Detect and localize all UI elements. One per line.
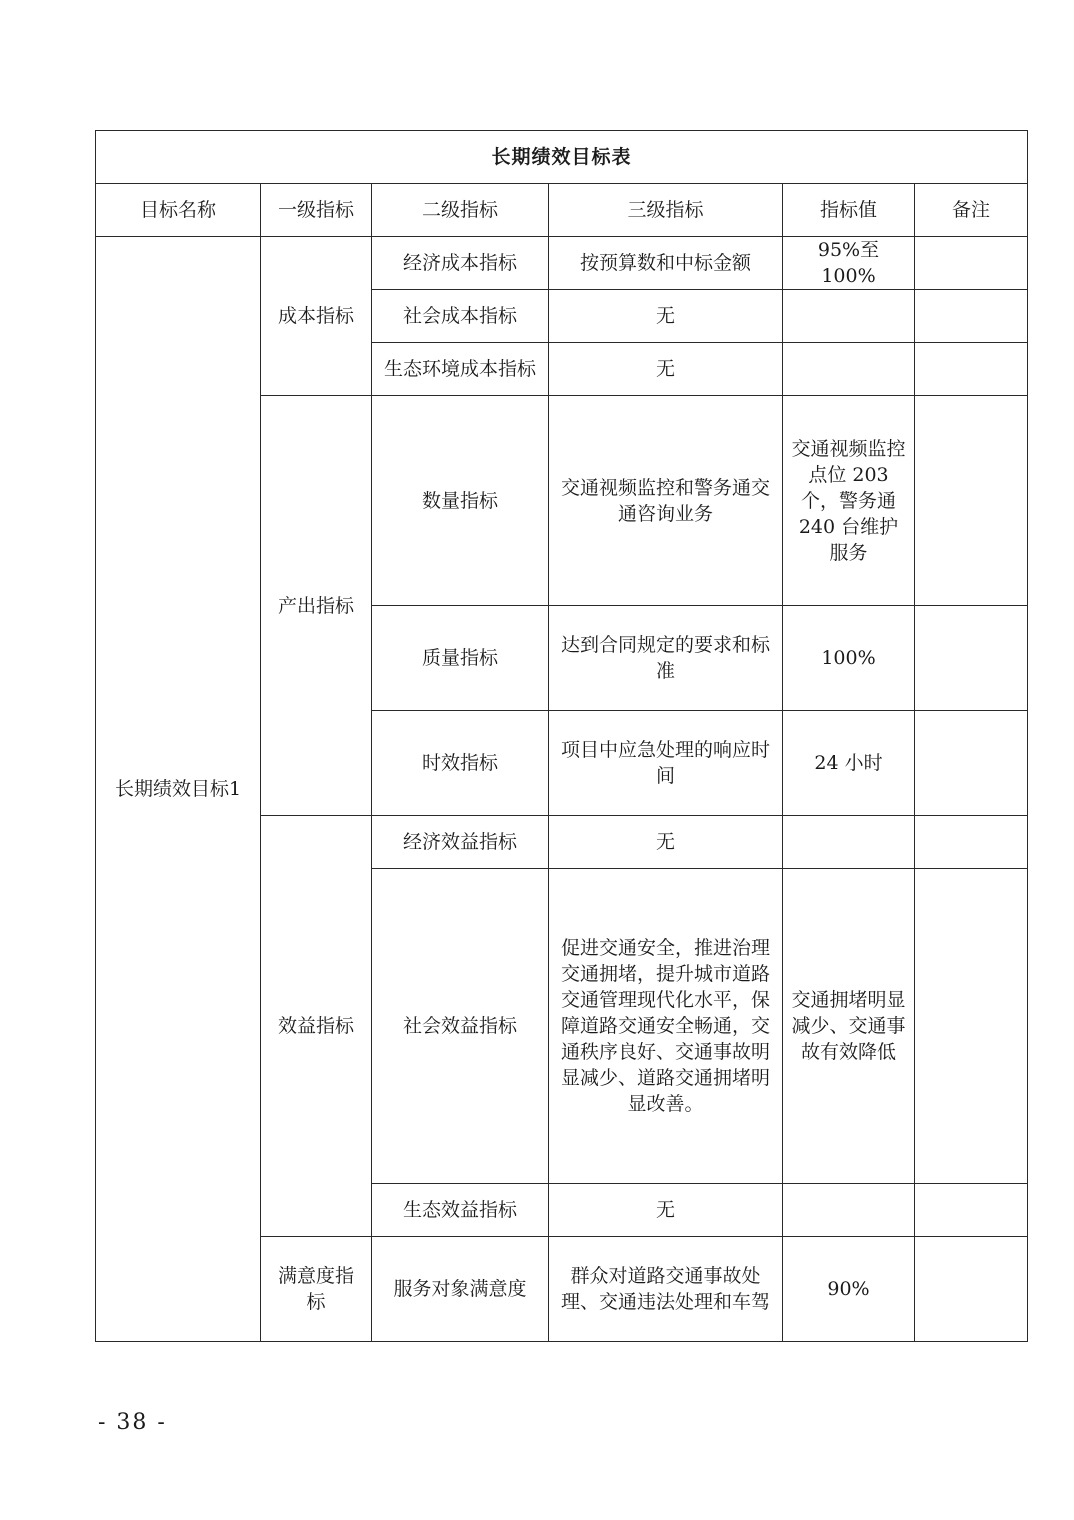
value-cell (783, 343, 915, 396)
level2-cell: 时效指标 (372, 711, 549, 816)
level3-cell: 促进交通安全，推进治理交通拥堵，提升城市道路交通管理现代化水平，保障道路交通安全畅通，交通秩序良好、交通事故明显减少、道路交通拥堵明显改善。 (549, 869, 783, 1184)
value-cell (783, 816, 915, 869)
header-level1: 一级指标 (261, 184, 372, 237)
table-title: 长期绩效目标表 (96, 131, 1028, 184)
note-cell (915, 237, 1028, 290)
header-note: 备注 (915, 184, 1028, 237)
page-number: - 38 - (98, 1410, 167, 1435)
note-cell (915, 1184, 1028, 1237)
level2-cell: 生态环境成本指标 (372, 343, 549, 396)
value-cell: 100% (783, 606, 915, 711)
value-cell: 90% (783, 1237, 915, 1342)
note-cell (915, 869, 1028, 1184)
level2-cell: 经济成本指标 (372, 237, 549, 290)
group-satisfaction: 满意度指标 (261, 1237, 372, 1342)
level2-cell: 数量指标 (372, 396, 549, 606)
level2-cell: 社会成本指标 (372, 290, 549, 343)
long-term-performance-table (95, 130, 1028, 1342)
header-level3: 三级指标 (549, 184, 783, 237)
value-cell (783, 1184, 915, 1237)
note-cell (915, 606, 1028, 711)
note-cell (915, 396, 1028, 606)
level3-cell: 群众对道路交通事故处理、交通违法处理和车驾 (549, 1237, 783, 1342)
level3-cell: 交通视频监控和警务通交通咨询业务 (549, 396, 783, 606)
value-cell: 交通拥堵明显减少、交通事故有效降低 (783, 869, 915, 1184)
level2-cell: 生态效益指标 (372, 1184, 549, 1237)
value-cell: 24 小时 (783, 711, 915, 816)
level2-cell: 社会效益指标 (372, 869, 549, 1184)
header-value: 指标值 (783, 184, 915, 237)
goal-name-cell: 长期绩效目标1 (96, 237, 261, 1342)
note-cell (915, 711, 1028, 816)
group-output: 产出指标 (261, 396, 372, 816)
level3-cell: 达到合同规定的要求和标准 (549, 606, 783, 711)
level2-cell: 经济效益指标 (372, 816, 549, 869)
level3-cell: 无 (549, 1184, 783, 1237)
note-cell (915, 1237, 1028, 1342)
level3-cell: 无 (549, 816, 783, 869)
value-cell (783, 290, 915, 343)
group-cost: 成本指标 (261, 237, 372, 396)
level3-cell: 按预算数和中标金额 (549, 237, 783, 290)
level3-cell: 无 (549, 290, 783, 343)
value-cell: 95%至 100% (783, 237, 915, 290)
group-benefit: 效益指标 (261, 816, 372, 1237)
header-goal-name: 目标名称 (96, 184, 261, 237)
level2-cell: 质量指标 (372, 606, 549, 711)
table-row (96, 237, 1028, 290)
note-cell (915, 816, 1028, 869)
header-level2: 二级指标 (372, 184, 549, 237)
note-cell (915, 343, 1028, 396)
value-cell: 交通视频监控点位 203 个，警务通 240 台维护服务 (783, 396, 915, 606)
level2-cell: 服务对象满意度 (372, 1237, 549, 1342)
level3-cell: 无 (549, 343, 783, 396)
note-cell (915, 290, 1028, 343)
level3-cell: 项目中应急处理的响应时间 (549, 711, 783, 816)
